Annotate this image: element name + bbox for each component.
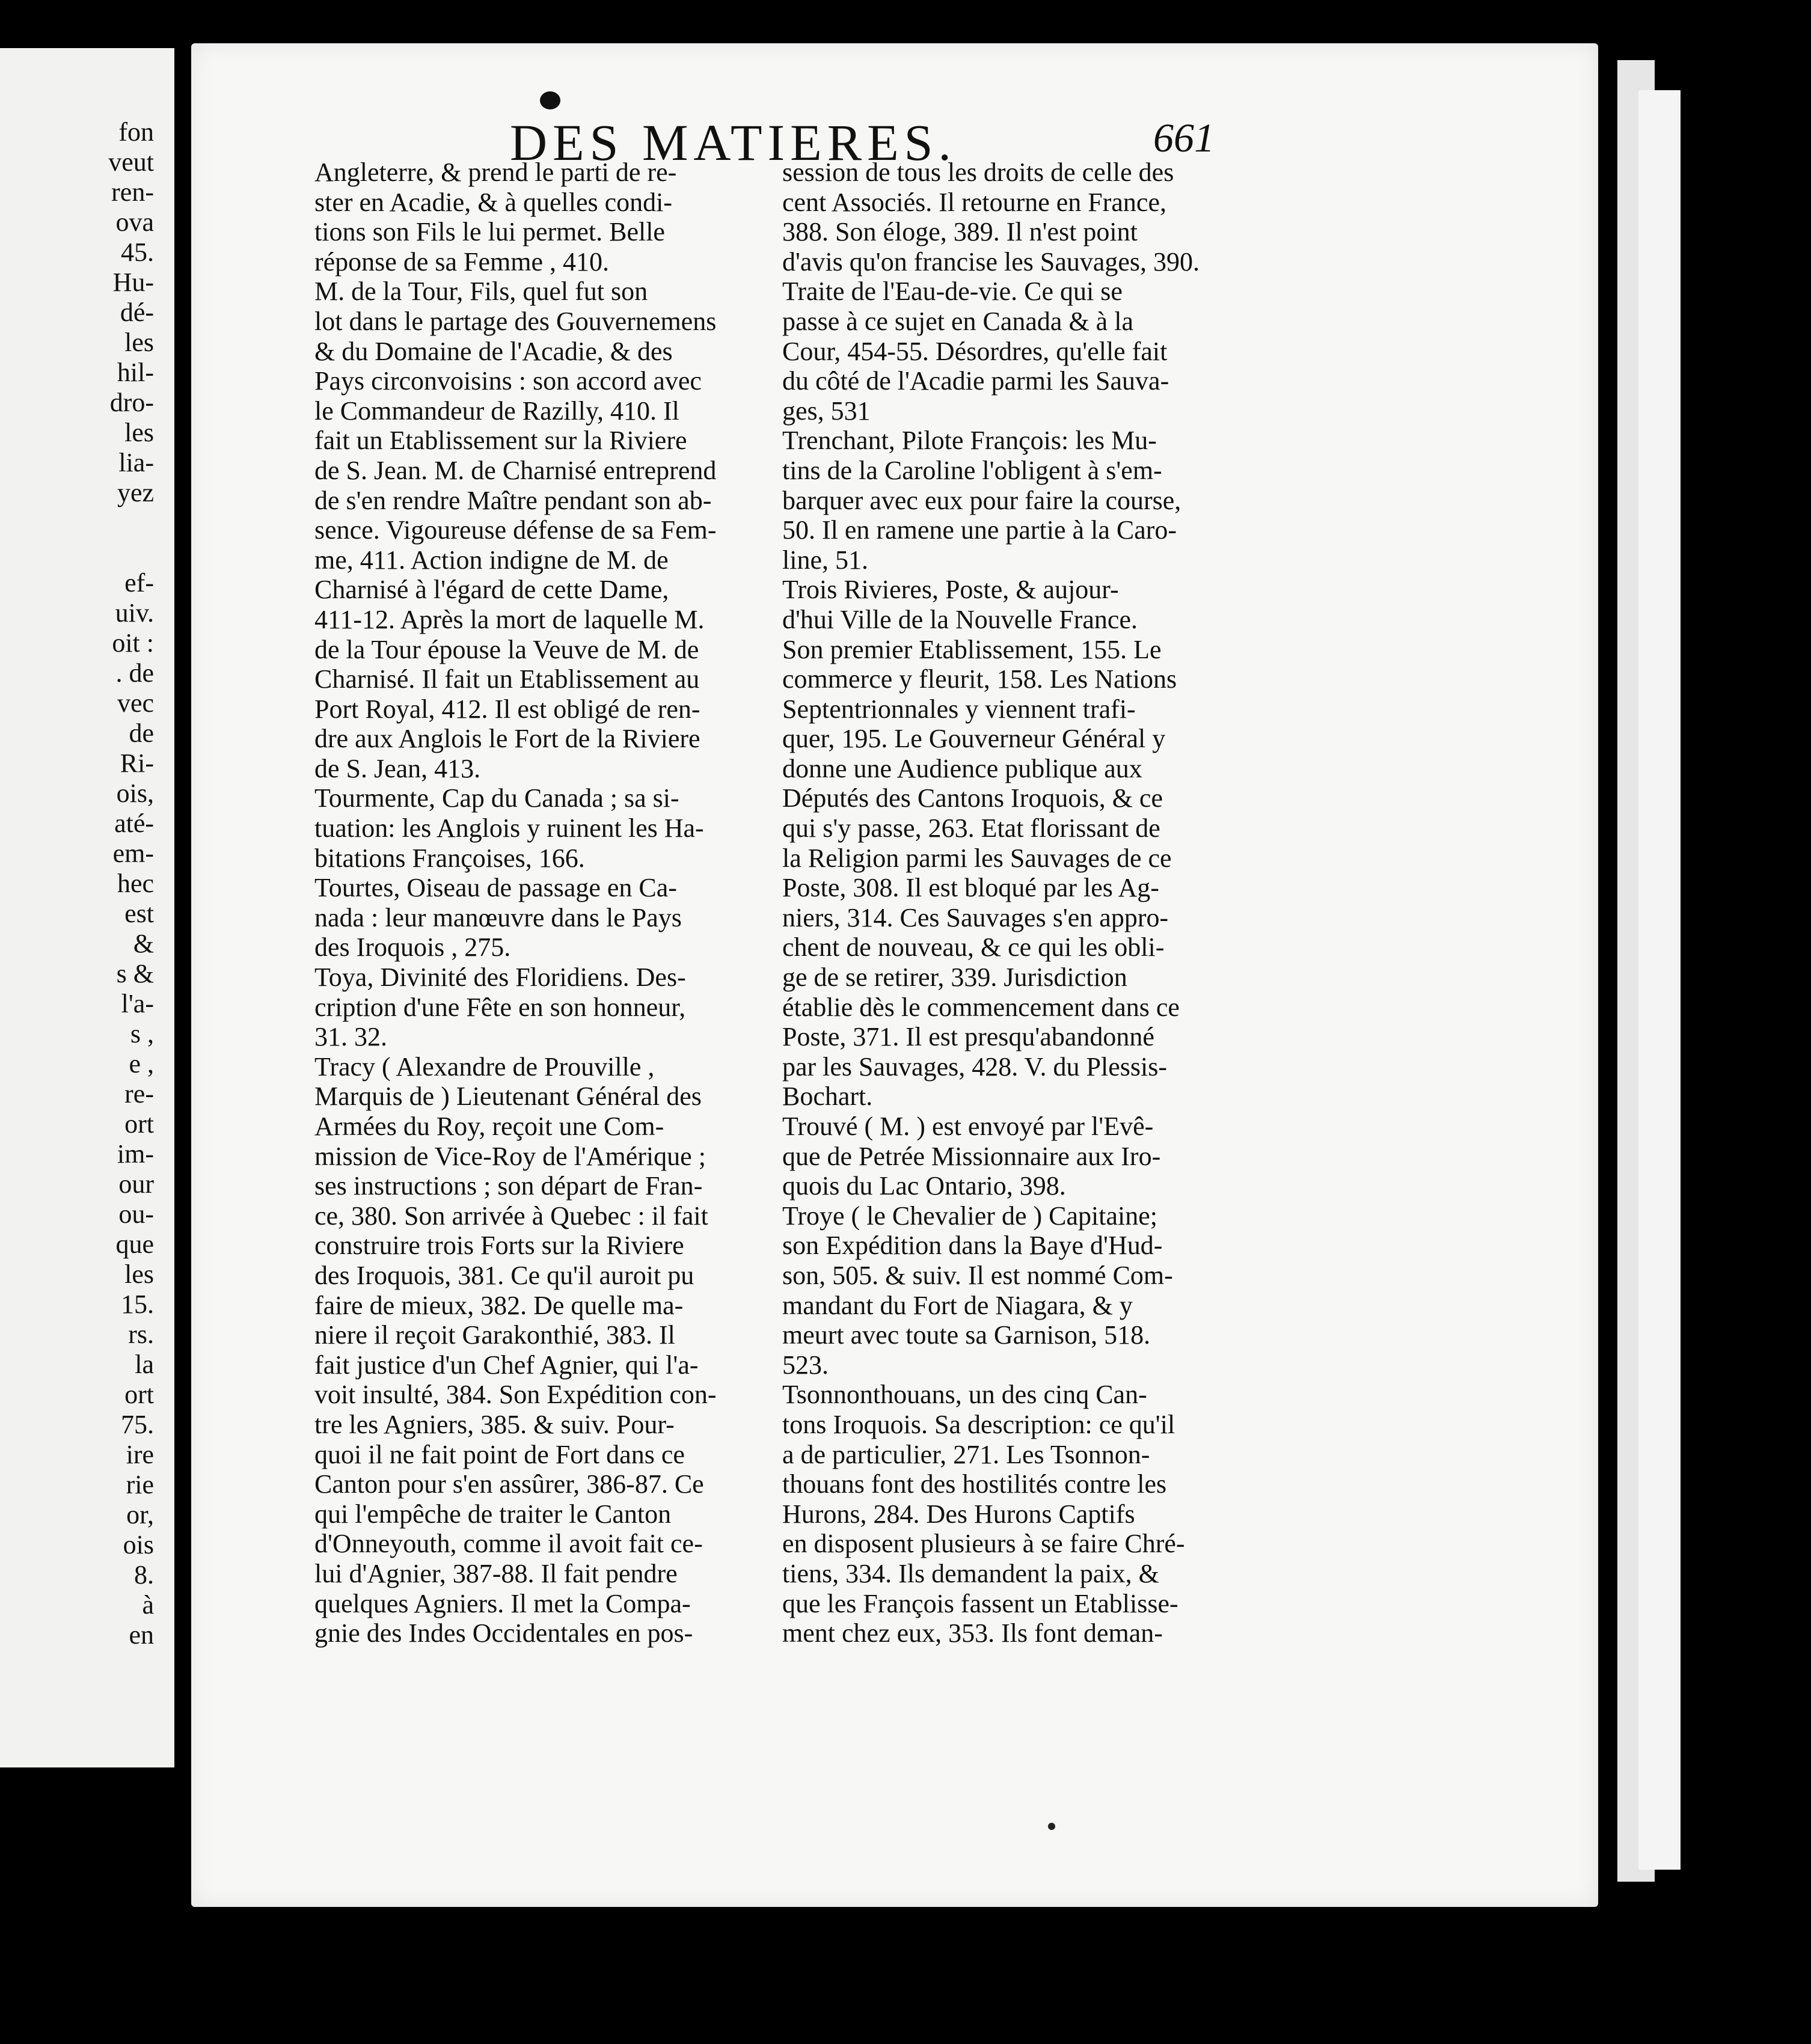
facing-page-fragment: or,	[126, 1500, 154, 1529]
index-line: la Religion parmi les Sauvages de ce	[782, 843, 1172, 873]
index-line: sence. Vigoureuse défense de sa Fem-	[314, 515, 717, 545]
index-line: & du Domaine de l'Acadie, & des	[314, 336, 673, 366]
facing-page-fragment: hil-	[117, 358, 154, 387]
index-line: Port Royal, 412. Il est obligé de ren-	[314, 694, 700, 724]
index-line: Trenchant, Pilote François: les Mu-	[782, 426, 1157, 456]
facing-page-fragment: em-	[112, 839, 154, 868]
index-line: d'avis qu'on francise les Sauvages, 390.	[782, 246, 1200, 277]
index-line: passe à ce sujet en Canada & à la	[782, 306, 1133, 336]
facing-page-fragment: 15.	[121, 1290, 154, 1319]
facing-page-fragment: ef-	[124, 568, 154, 598]
running-head: DES MATIERES.	[510, 114, 957, 171]
index-line: ses instructions ; son départ de Fran-	[314, 1171, 703, 1201]
index-line: 411-12. Après la mort de laquelle M.	[314, 604, 705, 634]
page-number: 661	[1153, 115, 1215, 161]
facing-page-fragment: s &	[116, 959, 154, 988]
index-line: Tsonnonthouans, un des cinq Can-	[782, 1380, 1147, 1410]
index-line: Tourmente, Cap du Canada ; sa si-	[314, 783, 679, 813]
facing-page-fragment: les	[124, 418, 154, 447]
index-line: ges, 531	[782, 396, 871, 426]
facing-page-fragment: yez	[117, 478, 154, 507]
index-line: du côté de l'Acadie parmi les Sauva-	[782, 366, 1169, 396]
index-line: ment chez eux, 353. Ils font deman-	[782, 1618, 1163, 1648]
facing-page-fragment: en	[129, 1620, 154, 1650]
ink-blot	[540, 91, 560, 109]
facing-page-fragment: de	[129, 718, 154, 748]
index-line: des Iroquois , 275.	[314, 932, 511, 962]
index-line: Toya, Divinité des Floridiens. Des-	[314, 962, 686, 993]
index-line: quois du Lac Ontario, 398.	[782, 1171, 1066, 1201]
index-line: établie dès le commencement dans ce	[782, 992, 1180, 1022]
facing-page-fragment: 45.	[121, 237, 154, 267]
index-line: Poste, 308. Il est bloqué par les Ag-	[782, 873, 1159, 903]
index-line: Canton pour s'en assûrer, 386-87. Ce	[314, 1469, 704, 1499]
index-line: niers, 314. Ces Sauvages s'en appro-	[782, 902, 1169, 932]
facing-page-fragment: até-	[114, 809, 154, 838]
index-line: Bochart.	[782, 1082, 873, 1112]
facing-page-fragment: ren-	[111, 177, 154, 207]
index-line: 31. 32.	[314, 1022, 387, 1052]
index-line: Tracy ( Alexandre de Prouville ,	[314, 1051, 655, 1082]
facing-page-fragment: rie	[126, 1470, 154, 1499]
index-line: tins de la Caroline l'obligent à s'em-	[782, 455, 1162, 485]
index-line: commerce y fleurit, 158. Les Nations	[782, 664, 1177, 694]
index-line: Députés des Cantons Iroquois, & ce	[782, 783, 1163, 813]
facing-page-fragment: hec	[117, 869, 154, 898]
index-line: Charnisé à l'égard de cette Dame,	[314, 575, 669, 605]
index-line: tions son Fils le lui permet. Belle	[314, 217, 665, 247]
facing-page-fragment: les	[124, 1259, 154, 1289]
index-line: dre aux Anglois le Fort de la Riviere	[314, 724, 700, 754]
ink-speck	[1048, 1823, 1055, 1830]
index-line: M. de la Tour, Fils, quel fut son	[314, 277, 648, 307]
facing-page-fragment: ova	[115, 207, 154, 237]
facing-page-fragment: ou-	[118, 1199, 154, 1229]
index-line: tuation: les Anglois y ruinent les Ha-	[314, 813, 704, 843]
facing-page-fragment: vec	[117, 688, 154, 718]
facing-page-fragment: ire	[126, 1440, 154, 1469]
index-line: réponse de sa Femme , 410.	[314, 246, 609, 277]
index-line: thouans font des hostilités contre les	[782, 1469, 1167, 1499]
facing-page-fragment: dro-	[109, 388, 154, 417]
index-line: voit insulté, 384. Son Expédition con-	[314, 1380, 717, 1410]
facing-page-fragment: la	[135, 1350, 154, 1379]
index-line: barquer avec eux pour faire la course,	[782, 485, 1181, 515]
index-line: quelques Agniers. Il met la Compa-	[314, 1588, 691, 1618]
facing-page-fragment: veut	[108, 147, 154, 177]
index-line: chent de nouveau, & ce qui les obli-	[782, 932, 1165, 962]
index-line: que les François fassent un Etablisse-	[782, 1588, 1178, 1618]
facing-page-fragment: . de	[115, 658, 154, 688]
index-line: de S. Jean. M. de Charnisé entreprend	[314, 455, 717, 485]
right-column	[782, 158, 1453, 1648]
facing-page-fragment: im-	[117, 1139, 154, 1169]
index-line: son, 505. & suiv. Il est nommé Com-	[782, 1260, 1173, 1290]
index-line: tons Iroquois. Sa description: ce qu'il	[782, 1409, 1175, 1439]
index-line: bitations Françoises, 166.	[314, 843, 585, 873]
index-line: tiens, 334. Ils demandent la paix, &	[782, 1558, 1159, 1588]
facing-page-fragment: e ,	[129, 1049, 154, 1079]
index-line: Charnisé. Il fait un Etablissement au	[314, 664, 700, 694]
index-line: Marquis de ) Lieutenant Général des	[314, 1082, 702, 1112]
index-line: faire de mieux, 382. De quelle ma-	[314, 1290, 684, 1320]
index-line: mission de Vice-Roy de l'Amérique ;	[314, 1141, 706, 1171]
facing-page-fragment: 8.	[134, 1560, 154, 1590]
index-line: qui l'empêche de traiter le Canton	[314, 1499, 672, 1529]
facing-page-fragment: à	[142, 1590, 154, 1620]
index-line: Trouvé ( M. ) est envoyé par l'Evê-	[782, 1112, 1154, 1141]
index-line: donne une Audience publique aux	[782, 753, 1142, 783]
index-line: Traite de l'Eau-de-vie. Ce qui se	[782, 277, 1123, 307]
index-line: lui d'Agnier, 387-88. Il fait pendre	[314, 1558, 678, 1588]
facing-page-fragment: Ri-	[120, 748, 154, 778]
facing-page-fragment: lia-	[118, 448, 154, 477]
facing-page-fragment: les	[124, 328, 154, 357]
facing-page-fragment: s ,	[130, 1019, 154, 1048]
index-line: cent Associés. Il retourne en France,	[782, 187, 1166, 217]
index-line: Armées du Roy, reçoit une Com-	[314, 1112, 664, 1141]
index-line: en disposent plusieurs à se faire Chré-	[782, 1529, 1185, 1559]
index-line: par les Sauvages, 428. V. du Plessis-	[782, 1051, 1168, 1082]
facing-page-fragment: l'a-	[121, 989, 154, 1018]
index-line: d'Onneyouth, comme il avoit fait ce-	[314, 1529, 703, 1559]
index-line: cription d'une Fête en son honneur,	[314, 992, 686, 1022]
index-line: ster en Acadie, & à quelles condi-	[314, 187, 673, 217]
index-line: fait un Etablissement sur la Riviere	[314, 426, 687, 456]
index-line: a de particulier, 271. Les Tsonnon-	[782, 1439, 1150, 1469]
index-line: 388. Son éloge, 389. Il n'est point	[782, 217, 1138, 247]
index-line: Poste, 371. Il est presqu'abandonné	[782, 1022, 1154, 1052]
index-line: d'hui Ville de la Nouvelle France.	[782, 604, 1138, 634]
index-line: Septentrionnales y viennent trafi-	[782, 694, 1136, 724]
facing-page-fragment: rs.	[128, 1320, 154, 1349]
index-line: Angleterre, & prend le parti de re-	[314, 158, 677, 187]
facing-page-fragment: ort	[124, 1380, 154, 1409]
index-line: 523.	[782, 1350, 829, 1380]
index-line: lot dans le partage des Gouvernemens	[314, 306, 717, 336]
index-line: construire trois Forts sur la Riviere	[314, 1231, 684, 1261]
index-line: session de tous les droits de celle des	[782, 158, 1174, 187]
facing-page-fragment: ois	[123, 1530, 154, 1559]
facing-page-fragment: est	[124, 899, 154, 928]
index-line: Hurons, 284. Des Hurons Captifs	[782, 1499, 1135, 1529]
index-line: niere il reçoit Garakonthié, 383. Il	[314, 1320, 675, 1350]
index-line: Cour, 454-55. Désordres, qu'elle fait	[782, 336, 1168, 366]
index-line: meurt avec toute sa Garnison, 518.	[782, 1320, 1151, 1350]
index-line: Son premier Etablissement, 155. Le	[782, 634, 1162, 664]
index-line: qui s'y passe, 263. Etat florissant de	[782, 813, 1160, 843]
index-line: ce, 380. Son arrivée à Quebec : il fait	[314, 1201, 708, 1231]
index-line: que de Petrée Missionnaire aux Iro-	[782, 1141, 1161, 1171]
index-line: son Expédition dans la Baye d'Hud-	[782, 1231, 1163, 1261]
left-facing-page	[0, 48, 174, 1767]
index-line: Pays circonvoisins : son accord avec	[314, 366, 702, 396]
index-line: Troye ( le Chevalier de ) Capitaine;	[782, 1201, 1157, 1231]
facing-page-fragment: oit :	[112, 628, 154, 658]
page-stack-edge-outer	[1638, 90, 1681, 1870]
index-line: de S. Jean, 413.	[314, 753, 481, 783]
index-line: quer, 195. Le Gouverneur Général y	[782, 724, 1166, 754]
index-line: nada : leur manœuvre dans le Pays	[314, 902, 682, 932]
index-line: quoi il ne fait point de Fort dans ce	[314, 1439, 685, 1469]
index-line: de la Tour épouse la Veuve de M. de	[314, 634, 699, 664]
facing-page-fragment: our	[118, 1169, 154, 1199]
index-line: tre les Agniers, 385. & suiv. Pour-	[314, 1409, 675, 1439]
index-line: fait justice d'un Chef Agnier, qui l'a-	[314, 1350, 699, 1380]
index-line: le Commandeur de Razilly, 410. Il	[314, 396, 679, 426]
index-line: des Iroquois, 381. Ce qu'il auroit pu	[314, 1260, 694, 1290]
index-line: gnie des Indes Occidentales en pos-	[314, 1618, 693, 1648]
index-line: line, 51.	[782, 545, 868, 575]
index-line: 50. Il en ramene une partie à la Caro-	[782, 515, 1177, 545]
facing-page-fragment: re-	[124, 1079, 154, 1109]
facing-page-fragment: uiv.	[115, 598, 154, 628]
facing-page-fragment: fon	[118, 117, 154, 147]
facing-page-fragment: que	[115, 1229, 154, 1259]
index-line: Trois Rivieres, Poste, & aujour-	[782, 575, 1119, 605]
index-line: me, 411. Action indigne de M. de	[314, 545, 669, 575]
facing-page-fragment: &	[133, 929, 154, 958]
facing-page-fragment: Hu-	[112, 268, 154, 297]
facing-page-fragment: 75.	[121, 1410, 154, 1439]
index-line: ge de se retirer, 339. Jurisdiction	[782, 962, 1127, 993]
index-line: mandant du Fort de Niagara, & y	[782, 1290, 1133, 1320]
facing-page-fragment: dé-	[120, 298, 154, 327]
index-line: de s'en rendre Maître pendant son ab-	[314, 485, 712, 515]
facing-page-fragment: ort	[124, 1109, 154, 1139]
facing-page-fragment: ois,	[116, 779, 154, 808]
index-page	[191, 43, 1598, 1907]
index-line: Tourtes, Oiseau de passage en Ca-	[314, 873, 677, 903]
